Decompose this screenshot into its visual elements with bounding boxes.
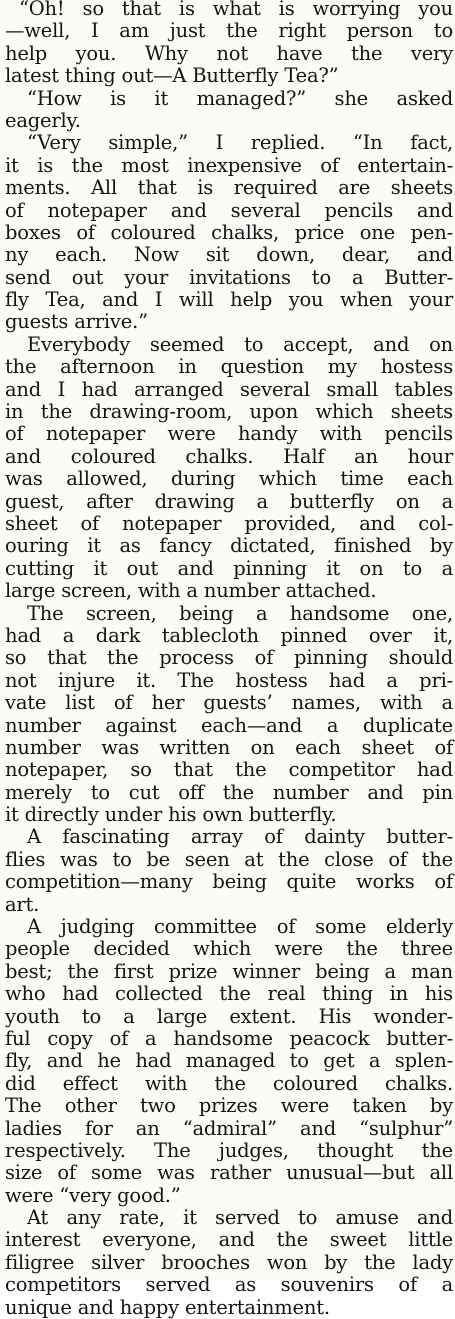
- article-line: large screen, with a number attached.: [5, 579, 377, 603]
- article-line: “How is it managed?” she asked: [27, 86, 453, 110]
- article-line: people decided which were the three: [5, 937, 453, 961]
- article-line: fly Tea, and I will help you when your: [5, 288, 453, 312]
- article-line: ful copy of a handsome peacock butter-: [5, 1026, 453, 1050]
- article-line: boxes of coloured chalks, price one pen-: [5, 220, 453, 244]
- article-line: vate list of her guests’ names, with a: [5, 691, 453, 715]
- article-line: ments. All that is required are sheets: [5, 176, 453, 200]
- article-line: “Oh! so that is what is worrying you: [19, 0, 453, 20]
- article-line: sheet of notepaper provided, and col-: [5, 511, 453, 535]
- article-line: guest, after drawing a butterfly on a: [5, 489, 453, 513]
- article-line: help you. Why not have the very: [5, 41, 453, 65]
- article-line: A judging committee of some elderly: [27, 915, 453, 939]
- article-line: it directly under his own butterfly.: [5, 803, 337, 827]
- article-line: in the drawing-room, upon which sheets: [5, 400, 453, 424]
- article-line: The other two prizes were taken by: [5, 1094, 453, 1118]
- article-line: had a dark tablecloth pinned over it,: [5, 623, 453, 647]
- article-line: flies was to be seen at the close of the: [5, 847, 453, 871]
- article-line: The screen, being a handsome one,: [27, 601, 453, 625]
- article-line: fly, and he had managed to get a splen-: [5, 1049, 453, 1073]
- article-line: best; the first prize winner being a man: [5, 959, 453, 983]
- article-line: latest thing out—A Butterfly Tea?”: [5, 64, 339, 88]
- article-line: filigree silver brooches won by the lady: [5, 1250, 453, 1274]
- article-line: of notepaper and several pencils and: [5, 198, 453, 222]
- article-line: Everybody seemed to accept, and on: [27, 332, 453, 356]
- article-line: ladies for an “admiral” and “sulphur”: [5, 1116, 453, 1140]
- article-line: cutting it out and pinning it on to a: [5, 556, 453, 580]
- article-line: of notepaper were handy with pencils: [5, 422, 453, 446]
- article-line: and I had arranged several small tables: [5, 377, 453, 401]
- article-line: A fascinating array of dainty butter-: [27, 825, 453, 849]
- article-column: [5, 0, 453, 1319]
- article-line: youth to a large extent. His wonder-: [5, 1004, 453, 1028]
- article-line: At any rate, it served to amuse and: [27, 1206, 453, 1230]
- article-line: not injure it. The hostess had a pri-: [5, 668, 453, 692]
- article-line: number against each—and a duplicate: [5, 713, 453, 737]
- article-line: size of some was rather unusual—but all: [5, 1161, 453, 1185]
- article-line: the afternoon in question my hostess: [5, 355, 453, 379]
- article-line: “Very simple,” I replied. “In fact,: [27, 131, 453, 155]
- article-line: was allowed, during which time each: [5, 467, 453, 491]
- article-line: number was written on each sheet of: [5, 735, 453, 759]
- article-line: so that the process of pinning should: [5, 646, 453, 670]
- article-line: competitors served as souvenirs of a: [5, 1273, 453, 1297]
- article-line: notepaper, so that the competitor had: [5, 758, 453, 782]
- article-line: eagerly.: [5, 108, 81, 132]
- article-line: unique and happy entertainment.: [5, 1295, 330, 1319]
- article-line: —well, I am just the right person to: [5, 19, 453, 43]
- article-line: merely to cut off the number and pin: [5, 780, 453, 804]
- article-line: who had collected the real thing in his: [5, 982, 453, 1006]
- article-line: ny each. Now sit down, dear, and: [5, 243, 453, 267]
- article-line: it is the most inexpensive of entertain-: [5, 153, 453, 177]
- article-line: interest everyone, and the sweet little: [5, 1228, 453, 1252]
- article-line: and coloured chalks. Half an hour: [5, 444, 453, 468]
- article-line: art.: [5, 892, 40, 916]
- article-line: competition—many being quite works of: [5, 870, 453, 894]
- article-line: were “very good.”: [5, 1183, 181, 1207]
- article-line: send out your invitations to a Butter-: [5, 265, 453, 289]
- article-line: guests arrive.”: [5, 310, 148, 334]
- article-line: did effect with the coloured chalks.: [5, 1071, 453, 1095]
- article-line: ouring it as fancy dictated, finished by: [5, 534, 453, 558]
- article-line: respectively. The judges, thought the: [5, 1138, 453, 1162]
